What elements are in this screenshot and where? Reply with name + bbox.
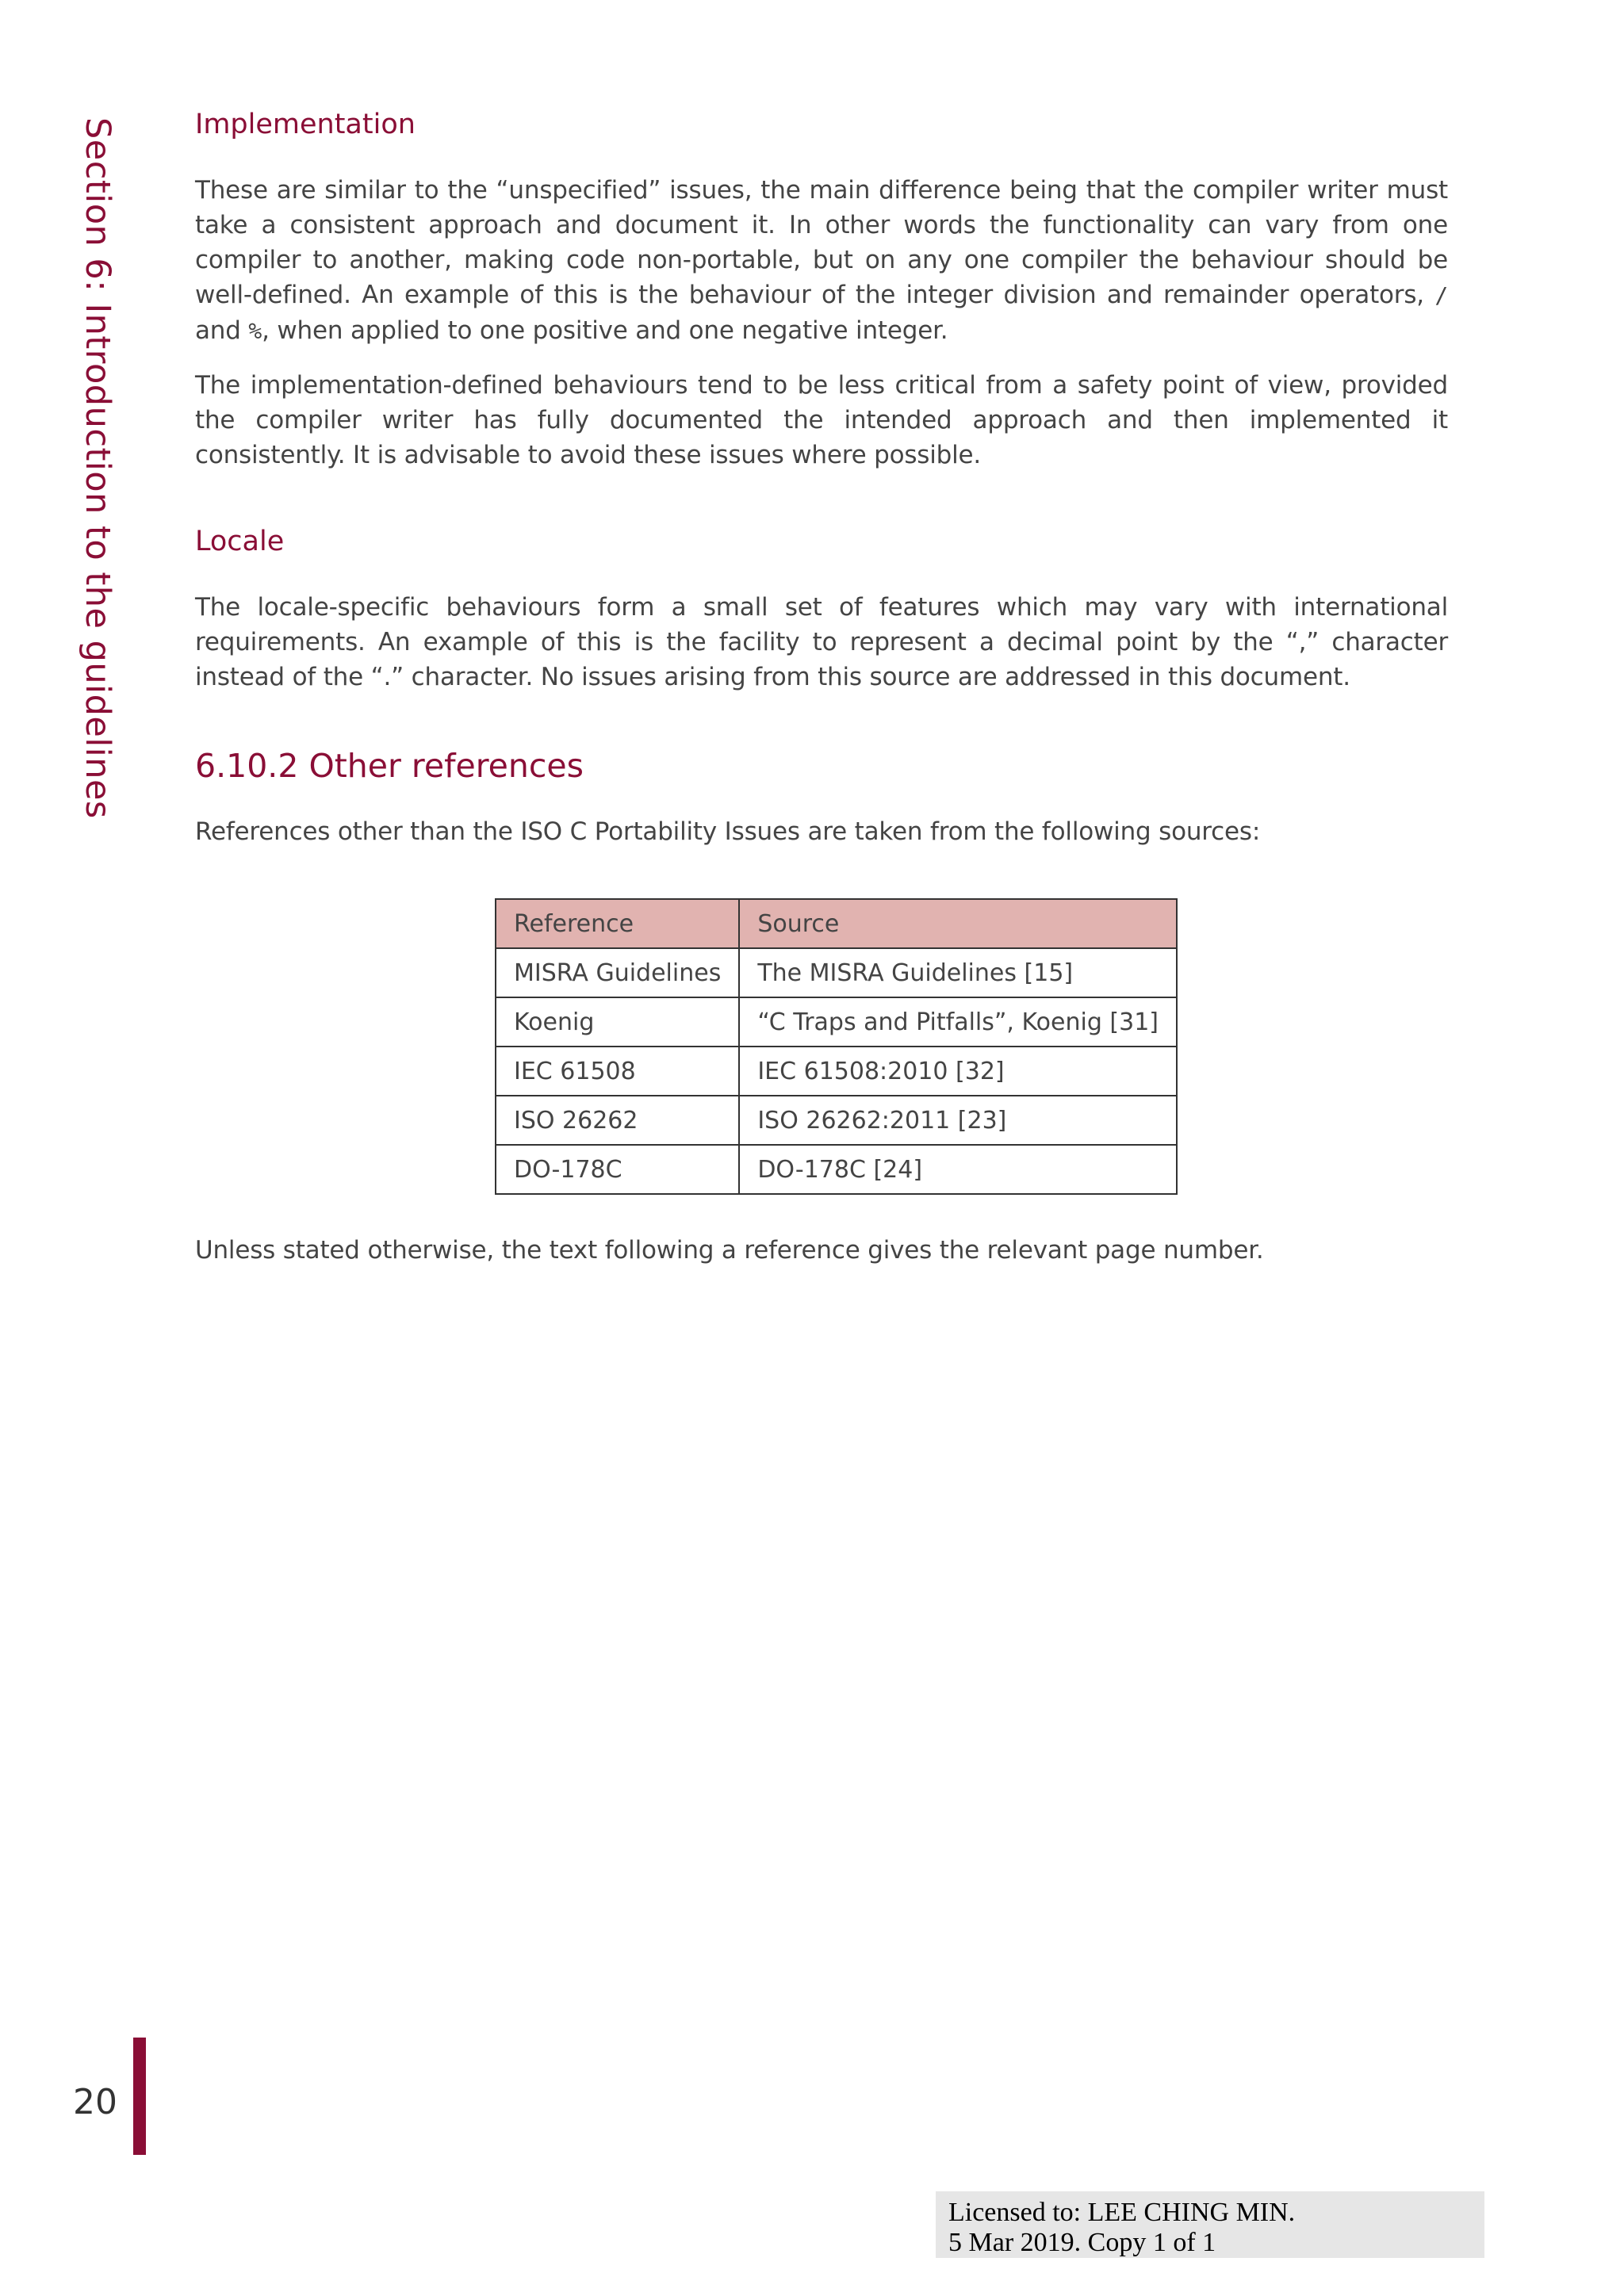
license-line-1: Licensed to: LEE CHING MIN. — [948, 2198, 1296, 2227]
implementation-text: These are similar to the “unspecified” issues, the main difference being that the compiler writer must take a consistent approach and document it. In other words the functionality can vary from one compiler to another, making code non-portable, but on any one compiler the behaviour should be well-defined. An example of this is the behaviour of the integer division and remainder operators, — [195, 176, 1448, 309]
locale-paragraph: The locale-specific behaviours form a small set of features which may vary with international requirements. An example of this is the facility to represent a decimal point by the “,” character instead of the “.” character. No issues arising from this source are addressed in this document. — [195, 593, 1448, 691]
header-source: Source — [739, 899, 1177, 948]
page-number-bar — [133, 2038, 146, 2155]
division-operator: / — [1434, 282, 1448, 308]
remainder-operator: % — [248, 318, 262, 344]
references-table — [495, 898, 1178, 1195]
license-stamp — [936, 2191, 1484, 2258]
table-row — [496, 1096, 1177, 1145]
implementation-text-end: , when applied to one positive and one negative integer. — [262, 316, 948, 345]
source-cell: The MISRA Guidelines [15] — [739, 948, 1177, 997]
locale-heading: Locale — [195, 526, 285, 557]
section-side-title: Section 6: Introduction to the guidelines — [78, 117, 117, 819]
source-cell: DO-178C [24] — [739, 1145, 1177, 1194]
reference-cell: MISRA Guidelines — [496, 948, 739, 997]
source-cell: IEC 61508:2010 [32] — [739, 1047, 1177, 1096]
and-text: and — [195, 316, 241, 345]
other-references-intro: References other than the ISO C Portability Issues are taken from the following sources: — [195, 817, 1261, 847]
page-number: 20 — [73, 2082, 117, 2122]
reference-cell: Koenig — [496, 997, 739, 1047]
other-references-heading: 6.10.2 Other references — [195, 747, 584, 785]
table-row — [496, 1145, 1177, 1194]
table-row — [496, 997, 1177, 1047]
header-reference: Reference — [496, 899, 739, 948]
implementation-paragraph-2: The implementation-defined behaviours tend to be less critical from a safety point of view, provided the compiler writer has fully documented the intended approach and then implemented it consistently. It is advisable to avoid these issues where possible. — [195, 371, 1448, 469]
other-references-outro: Unless stated otherwise, the text following a reference gives the relevant page number. — [195, 1236, 1264, 1265]
source-cell: ISO 26262:2011 [23] — [739, 1096, 1177, 1145]
license-line-2: 5 Mar 2019. Copy 1 of 1 — [948, 2228, 1216, 2257]
implementation-heading: Implementation — [195, 109, 416, 140]
page-content — [195, 108, 1448, 1287]
table-row — [496, 948, 1177, 997]
table-header-row — [496, 899, 1177, 948]
source-cell: “C Traps and Pitfalls”, Koenig [31] — [739, 997, 1177, 1047]
table-row — [496, 1047, 1177, 1096]
reference-cell: ISO 26262 — [496, 1096, 739, 1145]
implementation-paragraph-1 — [195, 173, 1448, 349]
reference-cell: IEC 61508 — [496, 1047, 739, 1096]
reference-cell: DO-178C — [496, 1145, 739, 1194]
